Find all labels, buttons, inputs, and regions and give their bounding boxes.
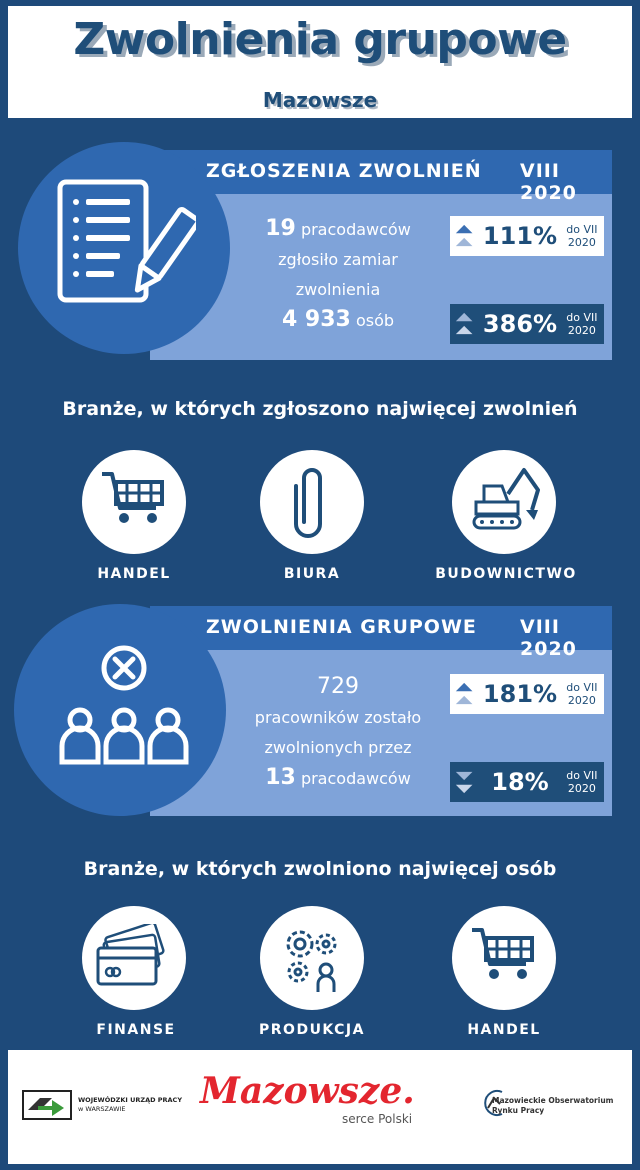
section1-period: VIII 2020 — [520, 160, 577, 204]
section2-line2: pracowników zostało — [254, 708, 422, 727]
section1-banner — [150, 150, 612, 204]
mazowsze-logo: Mazowsze. — [200, 1070, 415, 1112]
industries2-heading: Branże, w których zwolniono najwięcej osób — [83, 858, 557, 880]
section2-badge1 — [450, 674, 604, 714]
excavator-icon — [468, 464, 544, 534]
section2-line3: zwolnionych przez — [264, 738, 412, 757]
section1-line2: zgłosiło zamiar — [278, 250, 398, 269]
people-x-icon — [56, 640, 192, 776]
section2-banner — [150, 606, 612, 660]
section1-persons-label: osób — [355, 311, 395, 330]
section1-badge1-value: 111% — [482, 222, 558, 250]
double-up-arrow-icon — [454, 221, 474, 251]
section1-badge2-value: 386% — [482, 310, 558, 338]
industries2-item3-label: HANDEL — [467, 1022, 541, 1038]
double-up-arrow-icon — [454, 309, 474, 339]
section1-banner-title: ZGŁOSZENIA ZWOLNIEŃ — [206, 160, 482, 182]
wup-logo-icon — [22, 1090, 72, 1120]
mazowsze-tagline: serce Polski — [342, 1112, 413, 1126]
section1-badge1-compare: do VII 2020 — [566, 223, 598, 249]
gears-icon — [276, 922, 348, 994]
section2-badge2-value: 18% — [491, 768, 549, 796]
section2-employers-label: pracodawców — [300, 769, 411, 788]
industries2-item2-label: PRODUKCJA — [259, 1022, 365, 1038]
section2-employers-count: 13 — [265, 765, 296, 790]
region-subtitle: Mazowsze — [262, 88, 378, 112]
section2-badge1-compare: do VII 2020 — [566, 681, 598, 707]
section2-stats — [236, 672, 440, 794]
wup-name: WOJEWÓDZKI URZĄD PRACY w WARSZAWIE — [78, 1096, 183, 1113]
section1-line3: zwolnienia — [295, 280, 381, 299]
section2-badge1-value: 181% — [482, 680, 558, 708]
paperclip-icon — [292, 462, 332, 542]
section2-period: VIII 2020 — [520, 616, 577, 660]
checklist-pencil-icon — [56, 178, 196, 318]
section1-persons-count: 4 933 — [281, 307, 351, 332]
shopping-cart-icon — [100, 470, 168, 530]
industries1-item1-label: HANDEL — [97, 566, 171, 582]
section1-badge2 — [450, 304, 604, 344]
section2-badge2-compare: do VII 2020 — [566, 769, 598, 795]
section1-stats — [236, 214, 440, 336]
industries1-item2-label: BIURA — [283, 566, 341, 582]
section1-employers-label: pracodawców — [300, 220, 411, 239]
industries1-item3-label: BUDOWNICTWO — [435, 566, 577, 582]
section2-workers-count: 729 — [317, 674, 359, 699]
section2-banner-title: ZWOLNIENIA GRUPOWE — [206, 616, 477, 638]
double-up-arrow-icon — [454, 679, 474, 709]
shopping-cart-icon — [470, 926, 538, 986]
observatory-name: Mazowieckie Obserwatorium Rynku Pracy — [492, 1096, 614, 1115]
main-title: Zwolnienia grupowe — [73, 14, 567, 65]
section1-badge2-compare: do VII 2020 — [566, 311, 598, 337]
industries2-item1-label: FINANSE — [96, 1022, 176, 1038]
section1-employers-count: 19 — [265, 216, 296, 241]
credit-card-icon — [94, 924, 174, 990]
footer — [8, 1050, 632, 1164]
industries1-heading: Branże, w których zgłoszono najwięcej zwolnień — [62, 398, 578, 420]
section2-badge2 — [450, 762, 604, 802]
section1-badge1 — [450, 216, 604, 256]
header — [8, 6, 632, 118]
double-down-arrow-icon — [454, 767, 474, 797]
